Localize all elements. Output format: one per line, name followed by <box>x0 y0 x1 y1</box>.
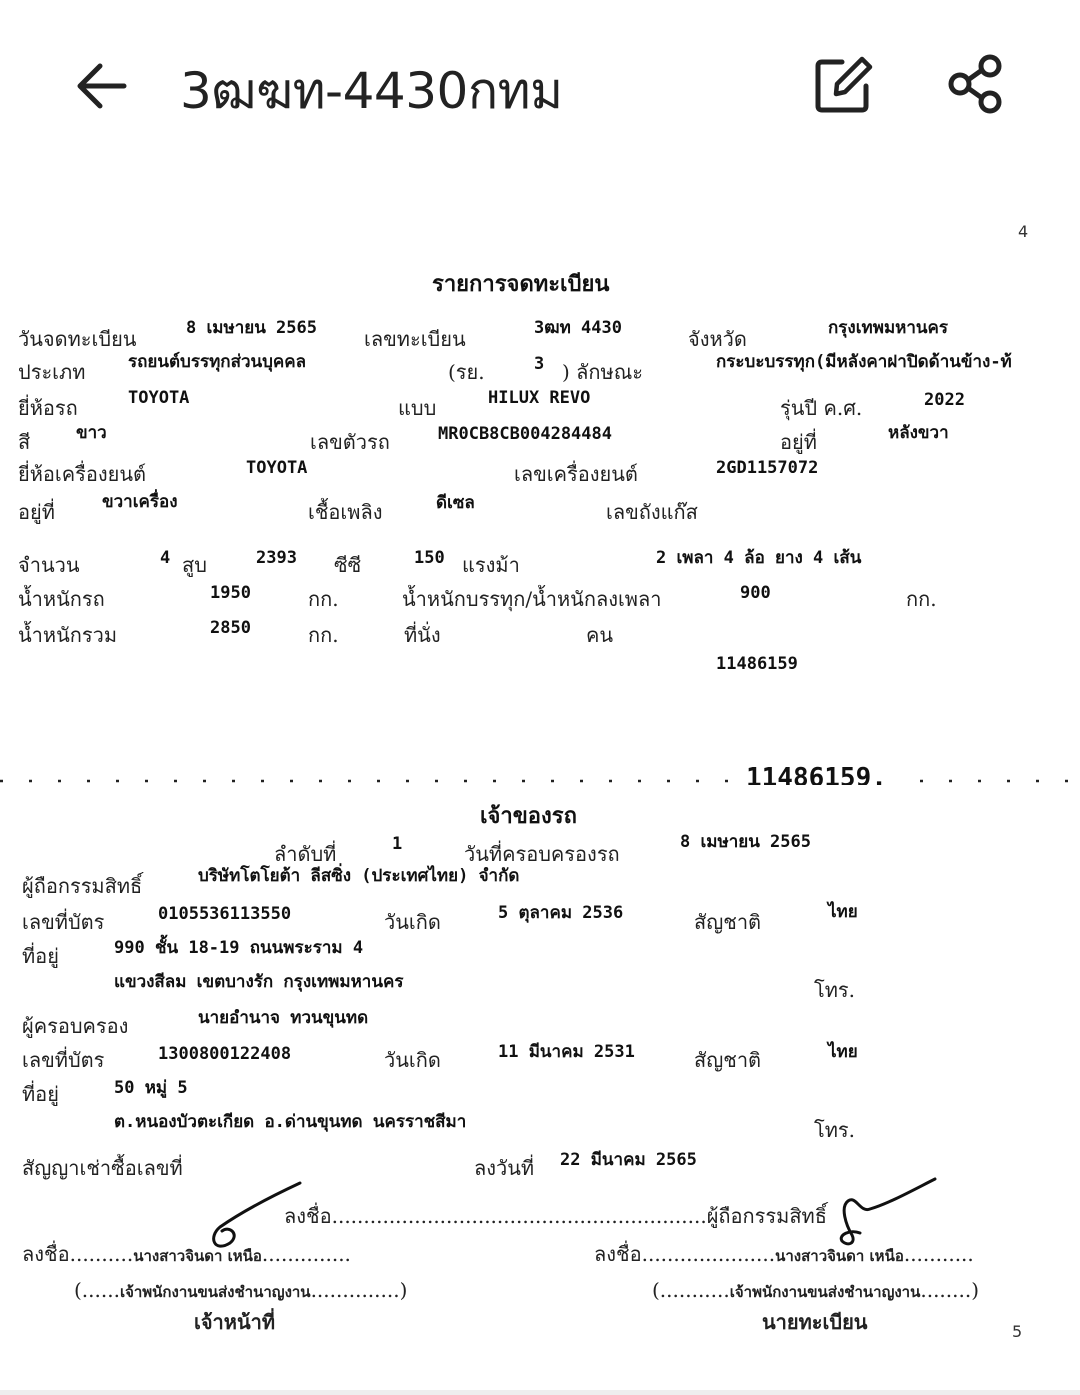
page-number-top: 4 <box>1018 222 1029 241</box>
officer-title: เจ้าหน้าที่ <box>194 1310 276 1334</box>
plate-value: 3ฒท 4430 <box>534 318 622 338</box>
chassis-value: MR0CB8CB004284484 <box>438 424 612 444</box>
chassis-location-value: หลังขวา <box>888 423 949 443</box>
holder-label: ผู้ถือกรรมสิทธิ์ <box>22 874 143 898</box>
brand-label: ยี่ห้อรถ <box>18 396 78 420</box>
axle-value: 2 เพลา 4 ล้อ ยาง 4 เส้น <box>656 548 862 568</box>
cc-unit: ซีซี <box>334 553 362 577</box>
sequence-value: 1 <box>392 834 403 854</box>
engine-location-value: ขวาเครื่อง <box>102 492 178 512</box>
arrow-left-icon <box>72 58 132 114</box>
chassis-label: เลขตัวรถ <box>310 430 390 454</box>
right-position-line <box>652 1279 979 1303</box>
possessor-address-line1: 50 หมู่ 5 <box>114 1078 188 1098</box>
holder-nationality-value: ไทย <box>828 902 858 922</box>
load-value: 900 <box>740 583 771 603</box>
owner-heading: เจ้าของรถ <box>480 803 577 829</box>
type-value: รถยนต์บรรทุกส่วนบุคคล <box>128 352 307 372</box>
possessor-dob-label: วันเกิด <box>384 1048 441 1072</box>
ry-value: 3 <box>534 354 545 374</box>
fuel-value: ดีเซล <box>436 493 475 513</box>
model-value: HILUX REVO <box>488 388 591 408</box>
engine-brand-label: ยี่ห้อเครื่องยนต์ <box>18 462 147 486</box>
registration-document <box>0 175 1080 1395</box>
cylinder-label: จำนวน <box>18 553 80 577</box>
possessor-address-label: ที่อยู่ <box>22 1082 59 1106</box>
app-bar <box>0 0 1080 175</box>
weight-value: 1950 <box>210 583 251 603</box>
engine-number-label: เลขเครื่องยนต์ <box>514 462 638 486</box>
reg-date-label: วันจดทะเบียน <box>18 327 137 351</box>
left-position-close: ..............) <box>310 1278 408 1302</box>
reg-date-value: 8 เมษายน 2565 <box>186 318 317 338</box>
seat-label: ที่นั่ง <box>404 623 441 647</box>
load-label: น้ำหนักบรรทุก/น้ำหนักลงเพลา <box>402 587 662 611</box>
sign-date-label: ลงวันที่ <box>474 1156 535 1180</box>
holder-nationality-label: สัญชาติ <box>694 910 762 934</box>
body-style-value: กระบะบรรทุก(มีหลังคาฝาปิดด้านข้าง-ท้ <box>716 352 1012 372</box>
edit-button[interactable] <box>812 54 874 116</box>
holder-address-line1: 990 ชั้น 18-19 ถนนพระราม 4 <box>114 938 364 958</box>
share-button[interactable] <box>946 52 1006 116</box>
province-label: จังหวัด <box>688 327 747 351</box>
cylinder-value: 4 <box>160 548 171 568</box>
gross-weight-label: น้ำหนักรวม <box>18 623 118 647</box>
possessor-nationality-value: ไทย <box>828 1042 858 1062</box>
back-button[interactable] <box>72 58 132 114</box>
holder-dob-label: วันเกิด <box>384 910 441 934</box>
color-value: ขาว <box>76 423 107 443</box>
holder-address-line2: แขวงสีลม เขตบางรัก กรุงเทพมหานคร <box>114 972 404 992</box>
left-sign-prefix: ลงชื่อ.......... <box>22 1242 134 1266</box>
right-position: เจ้าพนักงานขนส่งชำนาญงาน <box>729 1283 921 1301</box>
type-label: ประเภท <box>18 360 86 384</box>
cylinder-unit: สูบ <box>182 553 207 577</box>
horsepower-value: 150 <box>414 548 445 568</box>
possessor-value: นายอำนาจ ทวนขุนทด <box>198 1008 369 1028</box>
right-sign-prefix: ลงชื่อ..................... <box>594 1242 776 1266</box>
left-position-open: (...... <box>74 1278 120 1302</box>
gross-weight-unit: กก. <box>308 623 339 647</box>
possession-date-value: 8 เมษายน 2565 <box>680 832 811 852</box>
horsepower-unit: แรงม้า <box>462 553 520 577</box>
engine-number-value: 2GD1157072 <box>716 458 819 478</box>
right-sign-line <box>594 1243 974 1267</box>
share-icon <box>946 52 1006 116</box>
right-signer-name: นางสาวจินดา เหนือ <box>775 1247 904 1265</box>
bottom-divider <box>0 1390 1080 1395</box>
engine-location-label: อยู่ที่ <box>18 500 55 524</box>
ry-label-close: ) ลักษณะ <box>562 360 644 384</box>
year-value: 2022 <box>924 390 965 410</box>
brand-value: TOYOTA <box>128 388 190 408</box>
right-sign-dots: ........... <box>903 1242 974 1266</box>
left-sign-dots: .............. <box>261 1242 351 1266</box>
holder-sign-suffix: ผู้ถือกรรมสิทธิ์ <box>706 1204 827 1228</box>
holder-sign-prefix: ลงชื่อ <box>284 1204 332 1228</box>
province-value: กรุงเทพมหานคร <box>828 318 949 338</box>
page-title: 3ฒฆท-4430กทม <box>180 62 563 120</box>
tear-line <box>0 776 1080 786</box>
engine-brand-value: TOYOTA <box>246 458 308 478</box>
load-unit: กก. <box>906 587 937 611</box>
holder-value: บริษัทโตโยต้า ลีสซิ่ง (ประเทศไทย) จำกัด <box>198 866 520 886</box>
sign-date-value: 22 มีนาคม 2565 <box>560 1150 697 1170</box>
left-position-line <box>74 1279 407 1303</box>
left-position: เจ้าพนักงานขนส่งชำนาญงาน <box>119 1283 311 1301</box>
holder-dob-value: 5 ตุลาคม 2536 <box>498 903 624 923</box>
gross-weight-value: 2850 <box>210 618 251 638</box>
holder-tel-label: โทร. <box>814 978 856 1002</box>
possessor-dob-value: 11 มีนาคม 2531 <box>498 1042 635 1062</box>
chassis-location-label: อยู่ที่ <box>780 430 817 454</box>
possessor-id-value: 1300800122408 <box>158 1044 292 1064</box>
left-sign-line <box>22 1243 351 1267</box>
reference-number-cut: 11486159. <box>746 763 887 785</box>
seat-unit: คน <box>586 623 614 647</box>
left-signer-name: นางสาวจินดา เหนือ <box>133 1247 262 1265</box>
possessor-id-label: เลขที่บัตร <box>22 1048 105 1072</box>
right-position-close: ........) <box>920 1278 980 1302</box>
gas-tank-label: เลขถังแก๊ส <box>606 500 698 524</box>
page-number-bottom: 5 <box>1012 1322 1023 1341</box>
possessor-address-line2: ต.หนองบัวตะเกียด อ.ด่านขุนทด นครราชสีมา <box>114 1112 467 1132</box>
lease-contract-label: สัญญาเช่าซื้อเลขที่ <box>22 1156 183 1180</box>
year-label: รุ่นปี ค.ศ. <box>780 396 863 420</box>
edit-icon <box>812 54 874 116</box>
sequence-label: ลำดับที่ <box>274 842 337 866</box>
holder-address-label: ที่อยู่ <box>22 944 59 968</box>
plate-label: เลขทะเบียน <box>364 327 466 351</box>
holder-sign-line <box>284 1205 827 1227</box>
possessor-tel-label: โทร. <box>814 1118 856 1142</box>
color-label: สี <box>18 430 31 454</box>
weight-unit: กก. <box>308 587 339 611</box>
holder-sign-dots: ........................................................... <box>331 1204 707 1228</box>
model-label: แบบ <box>398 396 437 420</box>
holder-id-value: 0105536113550 <box>158 904 292 924</box>
holder-id-label: เลขที่บัตร <box>22 910 105 934</box>
right-position-open: (........... <box>652 1278 730 1302</box>
possessor-label: ผู้ครอบครอง <box>22 1014 129 1038</box>
ry-label-open: (รย. <box>448 360 485 384</box>
fuel-label: เชื้อเพลิง <box>308 500 383 524</box>
reference-number: 11486159 <box>716 654 798 674</box>
possession-date-label: วันที่ครอบครองรถ <box>464 842 620 866</box>
registration-heading: รายการจดทะเบียน <box>432 271 610 297</box>
possessor-nationality-label: สัญชาติ <box>694 1048 762 1072</box>
registrar-title: นายทะเบียน <box>762 1310 868 1334</box>
weight-label: น้ำหนักรถ <box>18 587 105 611</box>
cc-value: 2393 <box>256 548 297 568</box>
